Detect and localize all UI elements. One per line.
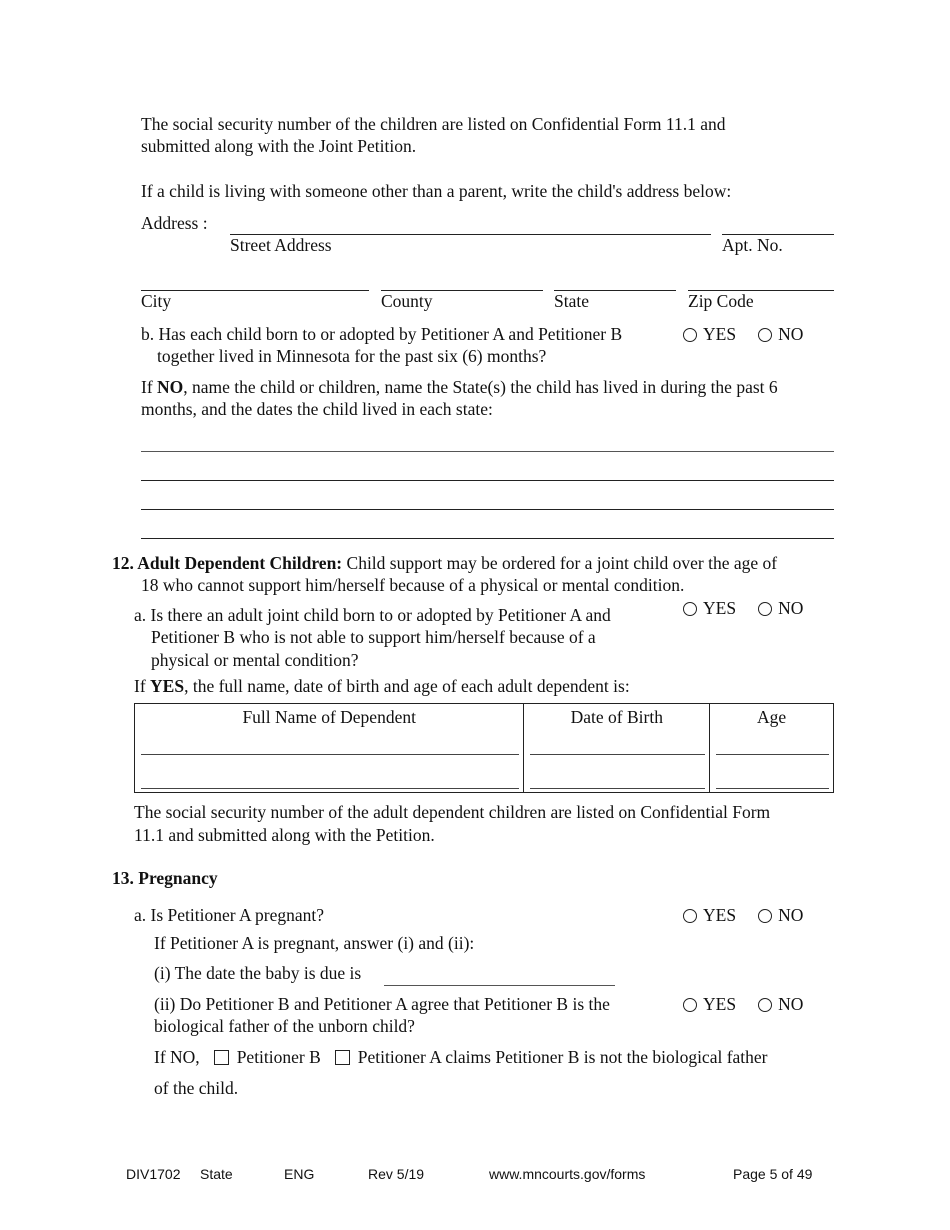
q12a-yes-radio[interactable] — [683, 602, 697, 616]
ssn-note-line2: submitted along with the Joint Petition. — [141, 136, 417, 156]
q11b-radio-group — [683, 323, 803, 345]
q12a-no-label: NO — [778, 598, 804, 618]
living-with-other-text: If a child is living with someone other than a parent, write the child's address below: — [141, 181, 732, 201]
q13-if-no-label: If NO, — [154, 1047, 200, 1067]
age-input-2[interactable] — [716, 788, 829, 789]
q13a-yes-label: YES — [703, 905, 737, 925]
states-answer-line-2[interactable] — [141, 480, 834, 481]
q12a-radio-group — [683, 597, 803, 619]
q11b-line1: b. Has each child born to or adopted by Petitioner A and Petitioner B — [141, 324, 623, 344]
q13a-radio-group — [683, 904, 803, 926]
q13a-text: a. Is Petitioner A pregnant? — [134, 905, 325, 925]
states-answer-line-3[interactable] — [141, 509, 834, 510]
q13-due-date-label: (i) The date the baby is due is — [154, 963, 362, 983]
q11b-no-label: NO — [778, 324, 804, 344]
q11b-if-no-line2: months, and the dates the child lived in each state: — [141, 399, 493, 419]
q13a-no-label: NO — [778, 905, 804, 925]
state-caption: State — [554, 291, 589, 311]
street-address-caption: Street Address — [230, 235, 332, 255]
footer-state: State — [200, 1166, 233, 1182]
q11b-line2: together lived in Minnesota for the past six (6) months? — [157, 346, 547, 366]
q12a-no-radio[interactable] — [758, 602, 772, 616]
dob-input-1[interactable] — [530, 754, 705, 755]
apt-no-caption: Apt. No. — [722, 235, 783, 255]
address-label: Address : — [141, 213, 208, 233]
q13ii-radio-group — [683, 993, 803, 1015]
q13-ii-line2: biological father of the unborn child? — [154, 1016, 415, 1036]
q13ii-no-radio[interactable] — [758, 998, 772, 1012]
footer-rev: Rev 5/19 — [368, 1166, 425, 1182]
q12a-yes-label: YES — [703, 598, 737, 618]
q13ii-yes-label: YES — [703, 994, 737, 1014]
states-answer-line-4[interactable] — [141, 538, 834, 539]
petitioner-b-checkbox[interactable] — [214, 1050, 229, 1065]
city-caption: City — [141, 291, 172, 311]
states-answer-line-1[interactable] — [141, 451, 834, 452]
q12a-line3: physical or mental condition? — [151, 650, 359, 670]
ssn-note-line1: The social security number of the children are listed on Confidential Form 11.1 and — [141, 114, 726, 134]
petitioner-b-label: Petitioner B — [236, 1047, 321, 1067]
q11b-yes-radio[interactable] — [683, 328, 697, 342]
age-header: Age — [756, 707, 787, 727]
q13-if-no-row — [154, 1046, 768, 1068]
age-column — [710, 704, 834, 793]
section-12-title-line2: 18 who cannot support him/herself because of a physical or mental condition. — [141, 575, 685, 595]
dob-input-2[interactable] — [530, 788, 705, 789]
petitioner-a-checkbox[interactable] — [335, 1050, 350, 1065]
section-12-title: 12. Adult Dependent Children: Child support may be ordered for a joint child over the age of — [112, 553, 778, 573]
full-name-column — [135, 704, 524, 793]
petitioner-a-label: Petitioner A claims Petitioner B is not the biological father — [357, 1047, 768, 1067]
zip-code-caption: Zip Code — [688, 291, 754, 311]
q11b-yes-label: YES — [703, 324, 737, 344]
q12-ssn-line1: The social security number of the adult dependent children are listed on Confidential Form — [134, 802, 771, 822]
county-caption: County — [381, 291, 433, 311]
q13-ii-line1: (ii) Do Petitioner B and Petitioner A agree that Petitioner B is the — [154, 994, 610, 1014]
dob-column — [524, 704, 710, 793]
q13-of-child-text: of the child. — [154, 1078, 239, 1098]
footer-page-number: Page 5 of 49 — [733, 1166, 813, 1182]
q12-if-yes-text: If YES, the full name, date of birth and age of each adult dependent is: — [134, 676, 630, 696]
q11b-no-radio[interactable] — [758, 328, 772, 342]
city-field[interactable] — [141, 290, 369, 291]
adult-dependents-table — [134, 703, 834, 793]
q12a-line1: a. Is there an adult joint child born to or adopted by Petitioner A and — [134, 605, 611, 625]
q13ii-no-label: NO — [778, 994, 804, 1014]
q13ii-yes-radio[interactable] — [683, 998, 697, 1012]
footer-lang: ENG — [284, 1166, 315, 1182]
full-name-header: Full Name of Dependent — [242, 707, 416, 727]
full-name-input-1[interactable] — [141, 754, 519, 755]
q13a-no-radio[interactable] — [758, 909, 772, 923]
footer-form-id: DIV1702 — [126, 1166, 181, 1182]
q12-ssn-line2: 11.1 and submitted along with the Petition. — [134, 825, 435, 845]
q13a-yes-radio[interactable] — [683, 909, 697, 923]
full-name-input-2[interactable] — [141, 788, 519, 789]
due-date-field[interactable] — [384, 985, 615, 986]
dob-header: Date of Birth — [570, 707, 663, 727]
footer-url[interactable]: www.mncourts.gov/forms — [489, 1166, 646, 1182]
q12a-line2: Petitioner B who is not able to support him/herself because of a — [151, 627, 596, 647]
age-input-1[interactable] — [716, 754, 829, 755]
q11b-if-no-line1: If NO, name the child or children, name the State(s) the child has lived in during the past 6 — [141, 377, 778, 397]
section-13-title: 13. Pregnancy — [112, 868, 218, 888]
q13-if-pregnant-text: If Petitioner A is pregnant, answer (i) and (ii): — [154, 933, 475, 953]
